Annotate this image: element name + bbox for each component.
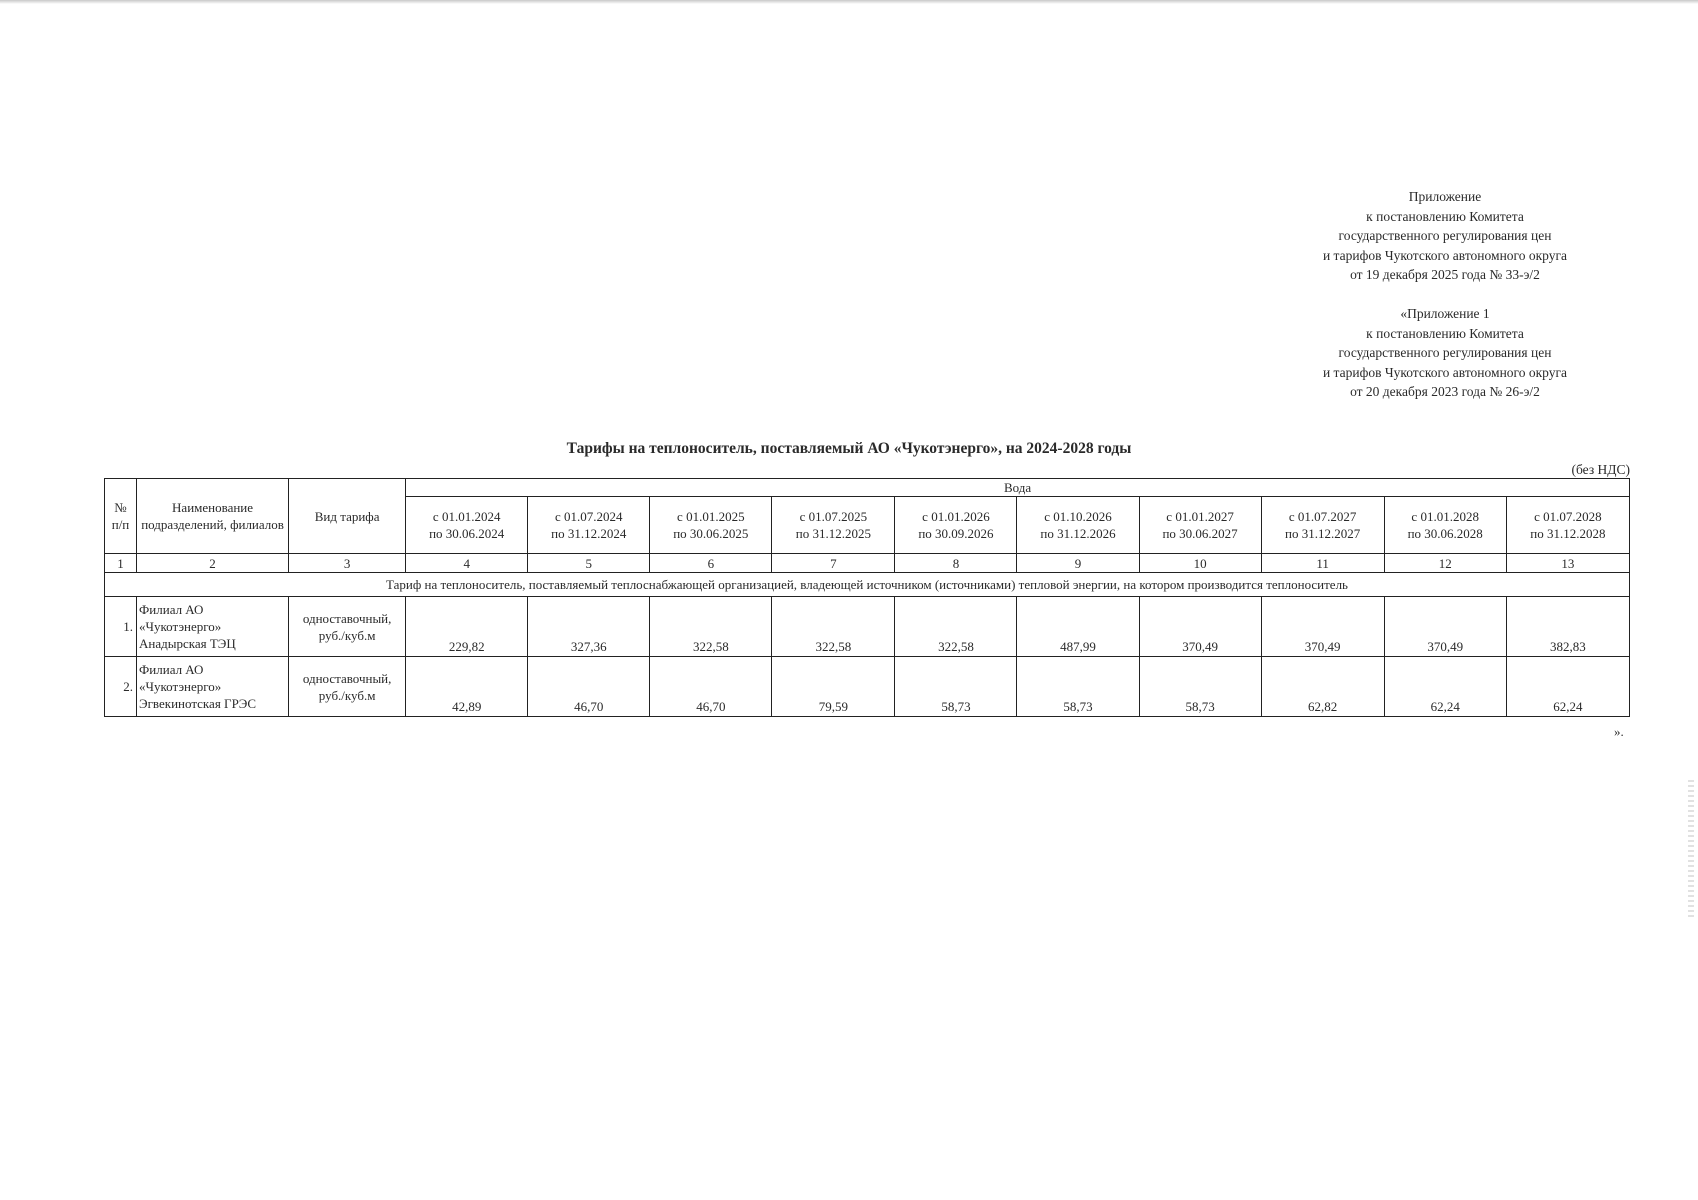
period-to: по 30.09.2026	[918, 526, 994, 541]
tariff-value: 322,58	[650, 597, 772, 657]
branch-name-line: «Чукотэнерго»	[139, 619, 222, 634]
period-to: по 31.12.2025	[795, 526, 871, 541]
tariff-value: 46,70	[528, 657, 650, 717]
appendix-header-line: Приложение	[1408, 189, 1482, 204]
appendix-header-line: государственного регулирования цен	[1338, 228, 1552, 243]
tariff-value: 370,49	[1139, 597, 1261, 657]
vat-note: (без НДС)	[1571, 462, 1630, 477]
period-to: по 31.12.2026	[1040, 526, 1116, 541]
tariff-type	[289, 597, 406, 657]
appendix-previous-line: от 20 декабря 2023 года № 26-э/2	[1350, 384, 1540, 399]
period-to: по 30.06.2027	[1162, 526, 1238, 541]
period-to: по 30.06.2024	[429, 526, 505, 541]
column-index-cell: 9	[1017, 554, 1139, 573]
appendix-header-line: к постановлению Комитета	[1366, 208, 1524, 224]
tariff-table	[104, 478, 1630, 717]
tariff-value: 370,49	[1261, 597, 1384, 657]
period-header	[895, 497, 1017, 554]
period-header	[1017, 497, 1139, 554]
tariff-value: 62,24	[1384, 657, 1506, 717]
tariff-value: 370,49	[1384, 597, 1506, 657]
branch-name	[137, 657, 289, 717]
period-header	[406, 497, 528, 554]
period-from: с 01.01.2028	[1411, 509, 1479, 524]
appendix-previous-line: государственного регулирования цен	[1338, 345, 1552, 360]
tariff-type	[289, 657, 406, 717]
scan-edge-right	[1688, 780, 1694, 920]
appendix-previous	[1290, 304, 1600, 402]
tariff-type-line: одноставочный,	[302, 610, 392, 626]
period-from: с 01.07.2027	[1288, 509, 1357, 524]
period-from: с 01.10.2026	[1044, 509, 1112, 524]
tariff-value: 487,99	[1017, 597, 1139, 657]
column-index-cell: 10	[1139, 554, 1261, 573]
header-water: Вода	[406, 479, 1630, 497]
period-header	[650, 497, 772, 554]
column-index-cell: 8	[895, 554, 1017, 573]
period-from: с 01.01.2024	[432, 509, 501, 524]
tariff-value: 58,73	[1017, 657, 1139, 717]
column-index-cell: 4	[406, 554, 528, 573]
tariff-value: 229,82	[406, 597, 528, 657]
scan-edge-top	[0, 0, 1698, 4]
column-index-cell: 13	[1506, 554, 1629, 573]
period-header	[1384, 497, 1506, 554]
column-index-row	[105, 554, 1630, 573]
appendix-header	[1290, 187, 1600, 285]
period-to: по 30.06.2028	[1407, 526, 1483, 541]
appendix-header-line: от 19 декабря 2025 года № 33-э/2	[1350, 267, 1540, 282]
document-title: Тарифы на теплоноситель, поставляемый АО «Чукотэнерго», на 2024-2028 годы	[566, 440, 1132, 457]
period-from: с 01.01.2027	[1166, 509, 1234, 524]
period-header	[1506, 497, 1629, 554]
table-row	[105, 597, 1630, 657]
period-header	[1139, 497, 1261, 554]
period-from: с 01.01.2026	[922, 509, 990, 524]
period-header	[1261, 497, 1384, 554]
appendix-previous-line: и тарифов Чукотского автономного округа	[1322, 364, 1568, 380]
period-to: по 31.12.2024	[551, 526, 627, 541]
appendix-previous-line: «Приложение 1	[1400, 306, 1490, 321]
tariff-value: 42,89	[406, 657, 528, 717]
section-title: Тариф на теплоноситель, поставляемый теплоснабжающей организацией, владеющей источником (источниками) тепловой энергии, на котором производится теплоноситель	[105, 573, 1630, 597]
header-tariff-type: Вид тарифа	[289, 479, 406, 554]
period-from: с 01.07.2024	[554, 509, 623, 524]
table-row	[105, 657, 1630, 717]
tariff-value: 322,58	[772, 597, 895, 657]
column-index-cell: 11	[1261, 554, 1384, 573]
tariff-value: 62,82	[1261, 657, 1384, 717]
tariff-value: 79,59	[772, 657, 895, 717]
column-index-cell: 12	[1384, 554, 1506, 573]
appendix-previous-line: к постановлению Комитета	[1366, 325, 1524, 341]
column-index-cell: 6	[650, 554, 772, 573]
tariff-value: 58,73	[1139, 657, 1261, 717]
branch-name-line: Анадырская ТЭЦ	[139, 636, 236, 651]
period-from: с 01.01.2025	[677, 509, 745, 524]
period-to: по 31.12.2028	[1530, 526, 1606, 541]
header-row-number: № п/п	[105, 479, 137, 554]
column-index-cell: 2	[137, 554, 289, 573]
branch-name-line: Эгвекинотская ГРЭС	[139, 696, 257, 711]
tariff-value: 382,83	[1506, 597, 1629, 657]
appendix-header-line: и тарифов Чукотского автономного округа	[1322, 247, 1568, 263]
period-from: с 01.07.2028	[1534, 509, 1602, 524]
branch-name-line: Филиал АО	[139, 602, 204, 617]
tariff-type-line: руб./куб.м	[318, 627, 376, 643]
tariff-value: 62,24	[1506, 657, 1629, 717]
column-index-cell: 3	[289, 554, 406, 573]
column-index-cell: 1	[105, 554, 137, 573]
row-number: 2.	[105, 657, 137, 717]
row-number: 1.	[105, 597, 137, 657]
column-index-cell: 5	[528, 554, 650, 573]
tariff-type-line: руб./куб.м	[318, 687, 376, 703]
tariff-value: 322,58	[895, 597, 1017, 657]
tariff-value: 46,70	[650, 657, 772, 717]
branch-name-line: «Чукотэнерго»	[139, 679, 222, 694]
header-branch: Наименование подразделений, филиалов	[137, 479, 289, 554]
tariff-value: 327,36	[528, 597, 650, 657]
period-header	[772, 497, 895, 554]
period-to: по 31.12.2027	[1285, 526, 1361, 541]
period-header	[528, 497, 650, 554]
column-index-cell: 7	[772, 554, 895, 573]
tariff-type-line: одноставочный,	[302, 670, 392, 686]
period-to: по 30.06.2025	[673, 526, 749, 541]
closing-mark: ».	[1614, 724, 1624, 739]
tariff-value: 58,73	[895, 657, 1017, 717]
branch-name	[137, 597, 289, 657]
period-from: с 01.07.2025	[799, 509, 868, 524]
branch-name-line: Филиал АО	[139, 662, 204, 677]
